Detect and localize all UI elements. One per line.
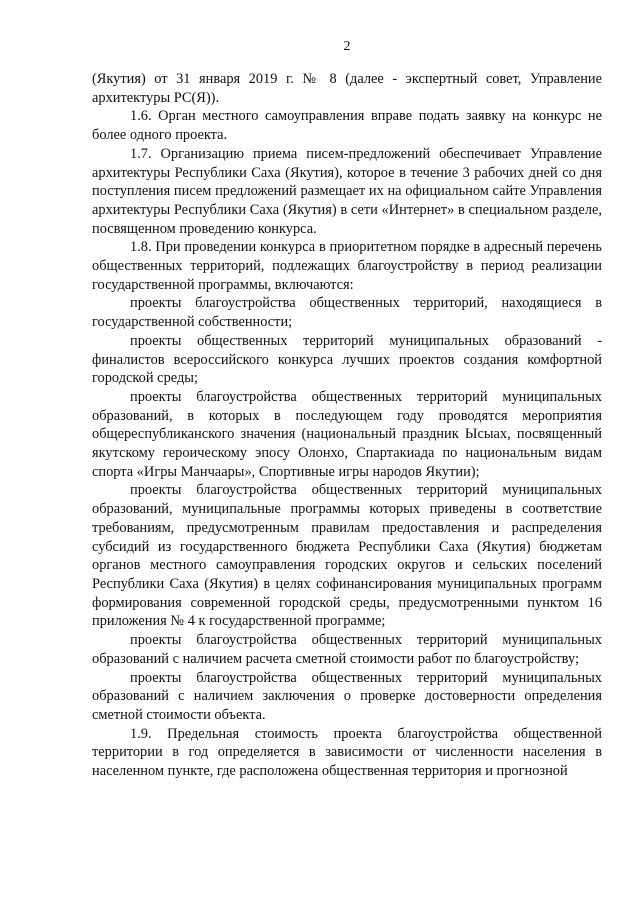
paragraph-1-7: 1.7. Организацию приема писем-предложений обеспечивает Управление архитектуры Республики Саха (Якутия), которое в течение 3 рабочих дней со дня поступления писем предложений размещает их на официальном сайте Управления архитектуры Республики Саха (Якутия) в сети «Интернет» в специальном разделе, посвященном проведению конкурса. bbox=[92, 145, 602, 237]
list-item-republic-events: проекты благоустройства общественных территорий муниципальных образований, в которых в последующем году проводятся мероприятия общереспубликанского значения (национальный праздник Ысыах, посвященный якутскому героическому эпосу Олонхо, Спартакиада по национальным видам спорта «Игры Манчаары», Спортивные игры народов Якутии); bbox=[92, 388, 602, 480]
paragraph-1-8: 1.8. При проведении конкурса в приоритетном порядке в адресный перечень общественных территорий, подлежащих благоустройству в период реализации государственной программы, включаются: bbox=[92, 239, 602, 293]
list-item-municipal-programs: проекты благоустройства общественных территорий муниципальных образований, муниципальные программы которых приведены в соответствие требованиям, предусмотренным правилам предоставления и распределения субсидий из государственного бюджета Республики Саха (Якутия) бюджетам органов местного самоуправления городских округов и сельских поселений Республики Саха (Якутия) в целях софинансирования муниципальных программ формирования современной городской среды, предусмотренными пунктом 16 приложения № 4 к государственной программе; bbox=[92, 482, 602, 630]
list-item-contest-finalists: проекты общественных территорий муниципальных образований - финалистов всероссийского конкурса лучших проектов создания комфортной городской среды; bbox=[92, 332, 602, 387]
list-item-cost-estimate: проекты благоустройства общественных территорий муниципальных образований с наличием расчета сметной стоимости работ по благоустройству; bbox=[92, 632, 602, 667]
paragraph-continuation: (Якутия) от 31 января 2019 г. № 8 (далее - экспертный совет, Управление архитектуры РС(Я)). bbox=[92, 71, 602, 106]
list-item-state-property: проекты благоустройства общественных территорий, находящиеся в государственной собственности; bbox=[92, 295, 602, 331]
list-item-estimate-verification: проекты благоустройства общественных территорий муниципальных образований с наличием заключения о проверке достоверности определения сметной стоимости объекта. bbox=[92, 669, 602, 723]
paragraph-1-6: 1.6. Орган местного самоуправления вправе подать заявку на конкурс не более одного проекта. bbox=[92, 108, 602, 144]
paragraph-1-9: 1.9. Предельная стоимость проекта благоустройства общественной территории в год определяется в зависимости от численности населения в населенном пункте, где расположена общественная территория и прогнозной bbox=[92, 725, 602, 780]
page-number: 2 bbox=[343, 39, 351, 54]
document-body bbox=[92, 70, 602, 781]
